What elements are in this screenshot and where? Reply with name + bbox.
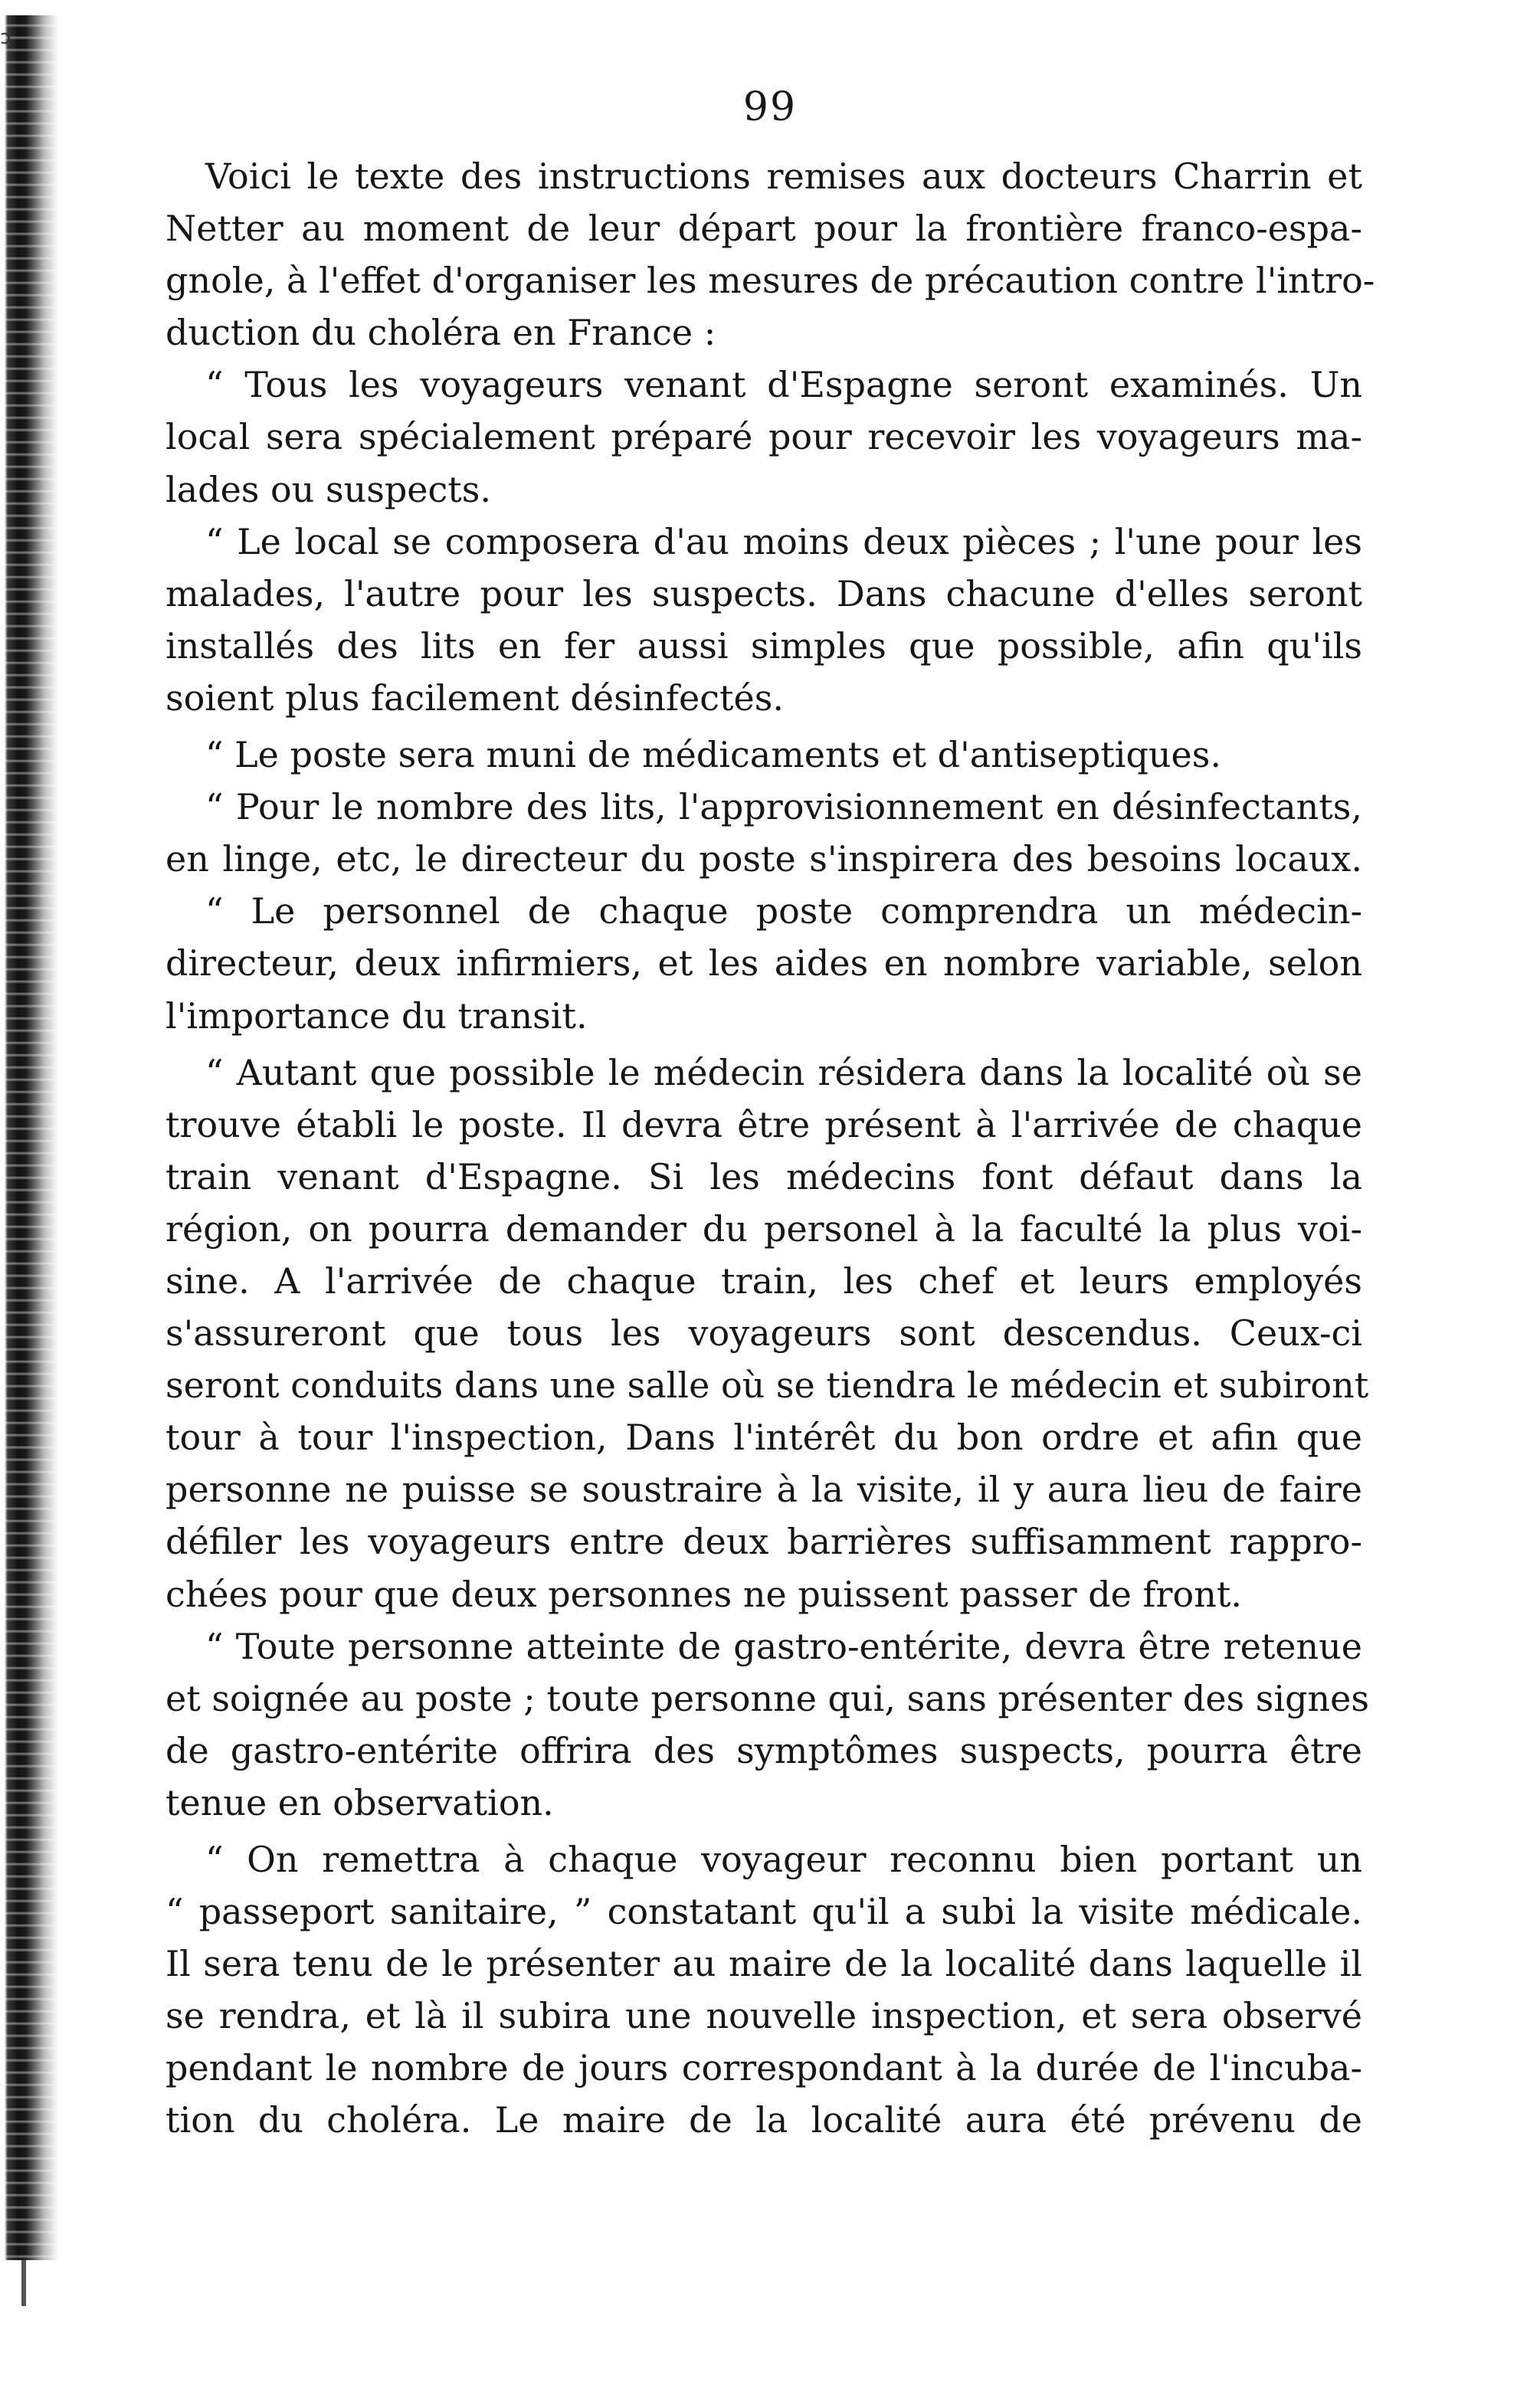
- text-line: sine. A l'arrivée de chaque train, les chef et leurs employés: [165, 1260, 1362, 1302]
- text-line: “ Toute personne atteinte de gastro-entérite, devra être retenue: [205, 1625, 1362, 1667]
- text-line: tion du choléra. Le maire de la localité aura été prévenu de: [165, 2099, 1362, 2141]
- text-line: en linge, etc, le directeur du poste s'inspirera des besoins locaux.: [165, 838, 1362, 880]
- text-line: “ Autant que possible le médecin résidera dans la localité où se: [205, 1051, 1362, 1093]
- paragraph-personnel: [165, 885, 1362, 1041]
- paragraph-lits: [165, 781, 1362, 885]
- text-line: soient plus facilement désinfectés.: [165, 677, 784, 719]
- text-line: “ Le poste sera muni de médicaments et d'antiseptiques.: [205, 734, 1222, 776]
- text-line: chées pour que deux personnes ne puissent passer de front.: [165, 1573, 1242, 1615]
- text-line: Il sera tenu de le présenter au maire de la localité dans laquelle il: [165, 1943, 1362, 1985]
- edge-mark: ɔ: [0, 26, 11, 49]
- paragraph-passeport: [165, 1833, 1362, 2147]
- text-line: pendant le nombre de jours correspondant à la durée de l'incuba-: [165, 2047, 1362, 2089]
- text-line: “ On remettra à chaque voyageur reconnu bien portant un: [205, 1839, 1362, 1880]
- text-line: et soignée au poste ; toute personne qui, sans présenter des signes: [165, 1677, 1370, 1719]
- text-line: Netter au moment de leur départ pour la frontière franco-espa-: [165, 208, 1362, 250]
- text-line: malades, l'autre pour les suspects. Dans chacune d'elles seront: [165, 572, 1362, 614]
- binding-edge-tail: [21, 2260, 26, 2306]
- text-line: duction du choléra en France :: [165, 312, 716, 354]
- text-line: trouve établi le poste. Il devra être présent à l'arrivée de chaque: [165, 1103, 1362, 1145]
- text-line: “ Le local se composera d'au moins deux pièces ; l'une pour les: [205, 520, 1362, 562]
- text-line: personne ne puisse se soustraire à la visite, il y aura lieu de faire: [165, 1469, 1362, 1511]
- text-line: se rendra, et là il subira une nouvelle inspection, et sera observé: [165, 1995, 1362, 2037]
- text-line: “ Pour le nombre des lits, l'approvisionnement en désinfectants,: [205, 786, 1362, 828]
- text-line: train venant d'Espagne. Si les médecins font défaut dans la: [165, 1155, 1362, 1197]
- text-line: seront conduits dans une salle où se tiendra le médecin et subiront: [165, 1364, 1369, 1407]
- paragraph-gastro: [165, 1620, 1370, 1829]
- text-line: lades ou suspects.: [165, 468, 491, 510]
- text-line: “ passeport sanitaire, ” constatant qu'il a subi la visite médicale.: [165, 1891, 1362, 1933]
- paragraph-medicaments: [165, 729, 1362, 781]
- text-line: “ Le personnel de chaque poste comprendra un médecin-: [205, 890, 1362, 932]
- text-line: région, on pourra demander du personel à la faculté la plus voi-: [165, 1207, 1362, 1250]
- text-line: gnole, à l'effet d'organiser les mesures de précaution contre l'intro-: [165, 260, 1375, 302]
- text-line: de gastro-entérite offrira des symptômes suspects, pourra être: [165, 1729, 1362, 1771]
- text-line: défiler les voyageurs entre deux barrières suffisamment rappro-: [165, 1521, 1362, 1563]
- text-line: local sera spécialement préparé pour recevoir les voyageurs ma-: [165, 416, 1362, 458]
- paragraph-medecin: [165, 1047, 1369, 1620]
- page-number: 99: [742, 84, 798, 130]
- text-line: tour à tour l'inspection, Dans l'intérêt du bon ordre et afin que: [165, 1417, 1362, 1459]
- binding-edge-shadow: [0, 15, 60, 2260]
- text-line: s'assureront que tous les voyageurs sont descendus. Ceux-ci: [165, 1312, 1362, 1355]
- paragraph-intro: [165, 150, 1375, 359]
- body-text: [165, 150, 1375, 2147]
- text-line: “ Tous les voyageurs venant d'Espagne seront examinés. Un: [205, 364, 1362, 406]
- text-line: installés des lits en fer aussi simples que possible, afin qu'ils: [165, 624, 1362, 667]
- paragraph-voyageurs: [165, 359, 1362, 515]
- paragraph-local: [165, 516, 1362, 724]
- text-line: l'importance du transit.: [165, 994, 588, 1037]
- text-line: directeur, deux infirmiers, et les aides en nombre variable, selon: [165, 942, 1362, 984]
- text-line: tenue en observation.: [165, 1781, 554, 1823]
- text-line: Voici le texte des instructions remises aux docteurs Charrin et: [205, 156, 1362, 197]
